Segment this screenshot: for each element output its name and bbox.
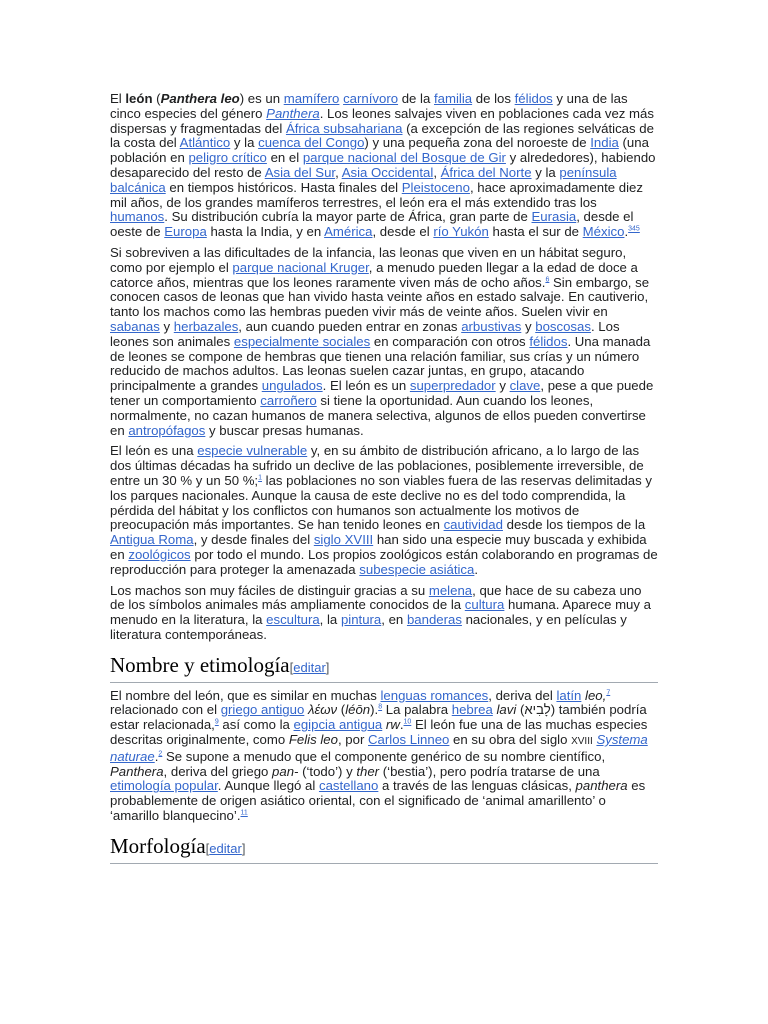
wiki-link[interactable]: Eurasia: [531, 209, 577, 225]
wiki-link[interactable]: boscosas: [535, 318, 591, 334]
text-run: (: [152, 91, 161, 106]
text-run: Panthera leo: [160, 91, 240, 106]
text-run: El: [110, 91, 126, 106]
text-run: Se supone a menudo que el componente genérico de su nombre científico,: [162, 748, 606, 764]
wiki-link[interactable]: especie vulnerable: [197, 443, 308, 459]
wiki-link[interactable]: cautividad: [443, 517, 503, 533]
wiki-link[interactable]: ungulados: [261, 378, 323, 394]
text-run: humana. Aparece muy a menudo en la literatura, la: [110, 597, 651, 628]
edit-section-morphology: [editar]: [205, 840, 246, 856]
text-run: de la: [398, 91, 434, 106]
wiki-link[interactable]: Systema naturae: [110, 732, 648, 764]
wiki-link[interactable]: África subsahariana: [285, 120, 403, 136]
heading-title: Nombre y etimología: [110, 652, 290, 677]
wiki-link[interactable]: América: [324, 224, 373, 240]
reference-sup: [606, 689, 610, 696]
text-run: ) es un: [239, 91, 284, 106]
reference-link[interactable]: 7: [606, 689, 611, 697]
wiki-link[interactable]: arbustivas: [461, 318, 522, 334]
wiki-link[interactable]: península balcánica: [110, 164, 617, 195]
wiki-link[interactable]: Asia del Sur: [264, 164, 336, 180]
text-run: Los machos son muy fáciles de distinguir gracias a su: [110, 582, 429, 598]
wiki-link[interactable]: griego antiguo: [220, 702, 305, 718]
text-run: así como la: [218, 717, 294, 733]
text-run: por todo el mundo. Los propios zoológicos están colaborando en programas de reproducción para proteger la amenazada: [110, 546, 658, 577]
text-run: , a menudo pueden llegar a la edad de doce a catorce años, mientras que los leones raramente viven más de ocho años.: [110, 259, 638, 290]
text-run: El león es una: [110, 443, 198, 459]
text-run: hasta la India, y en: [206, 224, 325, 240]
wiki-link[interactable]: castellano: [318, 778, 379, 794]
text-run: en comparación con otros: [370, 333, 530, 349]
text-run: lavi: [496, 702, 517, 718]
wiki-link[interactable]: félidos: [529, 333, 568, 349]
text-run: y: [159, 318, 174, 334]
wiki-link[interactable]: carroñero: [260, 392, 317, 408]
reference-link[interactable]: 345: [628, 225, 640, 233]
wiki-link[interactable]: especialmente sociales: [233, 333, 371, 349]
text-run: .: [399, 717, 404, 733]
wiki-link[interactable]: sabanas: [110, 318, 160, 334]
text-run: λέων: [307, 702, 338, 718]
text-run: . Su distribución cubría la mayor parte de África, gran parte de: [164, 209, 532, 225]
text-run: y, en su ámbito de distribución africano, a lo largo de las dos últimas décadas ha sufrido un declive de las poblaciones, posiblemente irreversible, de entre un 30 % y un 50 %;: [110, 443, 644, 488]
text-run: en tiempos históricos. Hasta finales del: [165, 179, 402, 195]
wiki-link[interactable]: cuenca del Congo: [258, 135, 365, 151]
reference-sup: [628, 226, 640, 233]
text-run: , pese a que puede tener un comportamiento: [110, 378, 654, 408]
text-run: ,: [335, 164, 342, 180]
text-run: , desde el: [372, 224, 434, 240]
reference-link[interactable]: 11: [240, 809, 248, 817]
wiki-link[interactable]: Asia Occidental: [341, 164, 434, 180]
wiki-link[interactable]: clave: [509, 378, 541, 394]
reference-link[interactable]: 2: [158, 750, 163, 758]
text-run: , deriva del: [488, 687, 557, 703]
text-run: panthera: [575, 778, 628, 794]
edit-link[interactable]: editar: [209, 840, 242, 856]
text-run: las poblaciones no son viables fuera de las reservas delimitadas y los parques nacionales. Aunque la causa de este declive no es del todo comprendida, la pérdida del hábitat y los conflictos con humanos son actualmente los motivos de preocupación más importantes. Se han tenido leones en: [110, 472, 652, 533]
text-run: león: [125, 91, 153, 106]
text-run: Panthera: [110, 763, 164, 779]
text-run: ).: [370, 702, 379, 718]
text-run: , por: [337, 732, 369, 748]
wiki-link[interactable]: México: [582, 224, 625, 240]
text-run: (: [337, 702, 346, 718]
wiki-link[interactable]: carnívoro: [343, 91, 399, 106]
text-run: desde los tiempos de la: [502, 517, 646, 533]
text-run: y la: [531, 164, 560, 180]
wiki-link[interactable]: Europa: [164, 224, 207, 240]
wiki-link[interactable]: parque nacional Kruger: [232, 259, 369, 275]
wiki-link[interactable]: pintura: [340, 612, 382, 628]
text-run: (a excepción de las regiones selváticas de la costa del: [110, 120, 654, 151]
text-run: ) y una pequeña zona del noroeste de: [364, 135, 591, 151]
wiki-link[interactable]: antropófagos: [128, 422, 206, 438]
reference-link[interactable]: 8: [378, 704, 383, 712]
section-heading-etymology: [110, 653, 658, 683]
wiki-link[interactable]: humanos: [110, 209, 165, 225]
text-run: han sido una especie muy buscada y exhibida en: [110, 532, 647, 562]
paragraph-intro: [110, 92, 658, 240]
wiki-link[interactable]: superpredador: [409, 378, 496, 394]
reference-link[interactable]: 9: [214, 718, 219, 726]
text-run: . Una manada de leones se compone de hembras que tienen una relación familiar, sus crías y un número reducido de machos adultos. Las leonas suelen cazar juntas, en grupo, atacando principalmente a grandes: [110, 333, 651, 394]
text-run: . Los leones son animales: [110, 318, 620, 349]
text-run: nacionales, y en películas y literatura contemporáneas.: [110, 612, 627, 642]
text-run: Felis leo: [288, 732, 338, 748]
wiki-link[interactable]: India: [590, 135, 619, 151]
text-run: de los: [472, 91, 515, 106]
text-run: , deriva del griego: [163, 763, 273, 779]
text-run: y: [495, 378, 510, 394]
text-run: , la: [319, 612, 341, 628]
text-run: .: [624, 224, 629, 240]
text-run: y la: [230, 135, 259, 151]
text-run: es probablemente de origen asiático oriental, con el significado de ‘animal amarillento’ o ‘amarillo blanquecino’.: [110, 778, 646, 824]
text-run: . El león es un: [322, 378, 410, 394]
reference-link[interactable]: 6: [545, 276, 550, 284]
text-run: , hace aproximadamente diez mil años, de los grandes mamíferos terrestres, el león era el más extendido tras los: [110, 179, 643, 210]
text-run: y una de las cinco especies del género: [110, 91, 628, 121]
section-heading-morphology: [110, 834, 658, 864]
text-run: ,: [433, 164, 441, 180]
wiki-link[interactable]: Pleistoceno: [401, 179, 470, 195]
wiki-link[interactable]: hebrea: [451, 702, 493, 718]
text-run: a través de las lenguas clásicas,: [378, 778, 576, 794]
text-run: rw: [385, 717, 400, 733]
text-run: pan-: [272, 763, 299, 779]
text-run: . Aunque llegó al: [217, 778, 319, 794]
article-body: [110, 92, 658, 870]
text-run: (una población en: [110, 135, 649, 166]
wiki-link[interactable]: cultura: [464, 597, 505, 613]
text-run: y buscar presas humanas.: [205, 422, 364, 438]
text-run: , y desde finales del: [193, 532, 314, 548]
paragraph-lifespan: [110, 246, 658, 438]
text-run: léōn: [345, 702, 371, 718]
edit-section-etymology: [editar]: [289, 659, 330, 675]
wiki-link[interactable]: mamífero: [283, 91, 340, 106]
wiki-link[interactable]: banderas: [406, 612, 462, 628]
wiki-link[interactable]: zoológicos: [128, 546, 191, 562]
text-run: , aun cuando pueden entrar en zonas: [238, 318, 462, 334]
text-run: (‘bestia’), pero podría tratarse de una: [379, 763, 600, 779]
text-run: .: [154, 748, 159, 764]
reference-sup: [240, 810, 247, 817]
text-run: y: [521, 318, 536, 334]
text-run: Sin embargo, se conocen casos de leonas que han vivido hasta veinte años en estado salvaje. En cautiverio, tanto los machos como las hembras pueden vivir más de veinte años. Suelen vivir en: [110, 274, 650, 320]
wiki-link[interactable]: latín: [556, 687, 582, 703]
edit-link[interactable]: editar: [293, 659, 326, 675]
reference-link[interactable]: 10: [403, 718, 412, 726]
wiki-link[interactable]: Panthera: [266, 105, 320, 121]
text-run: , en: [381, 612, 407, 628]
text-run: .: [474, 561, 479, 577]
paragraph-culture: [110, 584, 658, 643]
text-run: en el: [266, 150, 303, 166]
text-run: (לָבִיא) también podría estar relacionada,: [110, 702, 647, 733]
wiki-link[interactable]: escultura: [266, 612, 320, 628]
text-run: , desde el oeste de: [110, 209, 634, 240]
wiki-link[interactable]: herbazales: [173, 318, 239, 334]
wiki-link[interactable]: río Yukón: [433, 224, 489, 240]
wiki-link[interactable]: egipcia antigua: [293, 717, 383, 733]
wiki-link[interactable]: peligro crítico: [188, 150, 267, 166]
wiki-link[interactable]: subespecie asiática: [359, 561, 475, 577]
text-run: El león fue una de las muchas especies descritas originalmente, como: [110, 717, 648, 748]
small-caps-text: XVIII: [571, 736, 593, 748]
wiki-link[interactable]: Carlos Linneo: [368, 732, 450, 748]
wiki-link[interactable]: parque nacional del Bosque de Gir: [302, 150, 506, 166]
text-run: en su obra del siglo: [449, 732, 572, 748]
text-run: hasta el sur de: [488, 224, 583, 240]
text-run: , que hace de su cabeza uno de los símbolos animales más ampliamente conocidos de la: [110, 582, 642, 613]
heading-title: Morfología: [110, 833, 206, 858]
wiki-link[interactable]: África del Norte: [440, 164, 532, 180]
text-run: ther: [356, 763, 380, 779]
wiki-link[interactable]: lenguas romances: [380, 687, 489, 703]
text-run: y alrededores), habiendo desaparecido del resto de: [110, 150, 656, 180]
text-run: El nombre del león, que es similar en muchas: [110, 687, 381, 703]
text-run: leo,: [585, 687, 607, 703]
paragraph-conservation: [110, 444, 658, 577]
reference-link[interactable]: 1: [258, 474, 262, 482]
text-run: La palabra: [382, 702, 452, 718]
wiki-link[interactable]: familia: [434, 91, 473, 106]
text-run: si tiene la oportunidad. Aun cuando los leones, normalmente, no cazan humanos de manera selectiva, algunos de ellos pueden convertirse en: [110, 392, 646, 438]
text-run: Si sobreviven a las dificultades de la infancia, las leonas que viven en un hábitat seguro, como por ejemplo el: [110, 244, 627, 275]
wiki-link[interactable]: etimología popular: [110, 778, 218, 794]
wiki-link[interactable]: melena: [428, 582, 473, 598]
wiki-link[interactable]: Antigua Roma: [110, 532, 194, 548]
text-run: (‘todo’) y: [298, 763, 357, 779]
paragraph-etymology: [110, 689, 658, 824]
wiki-link[interactable]: siglo XVIII: [313, 532, 374, 548]
text-run: . Los leones salvajes viven en poblaciones cada vez más dispersas y fragmentadas del: [110, 105, 654, 136]
text-run: relacionado con el: [110, 702, 221, 718]
wiki-link[interactable]: félidos: [514, 91, 553, 106]
wiki-link[interactable]: Atlántico: [179, 135, 231, 151]
